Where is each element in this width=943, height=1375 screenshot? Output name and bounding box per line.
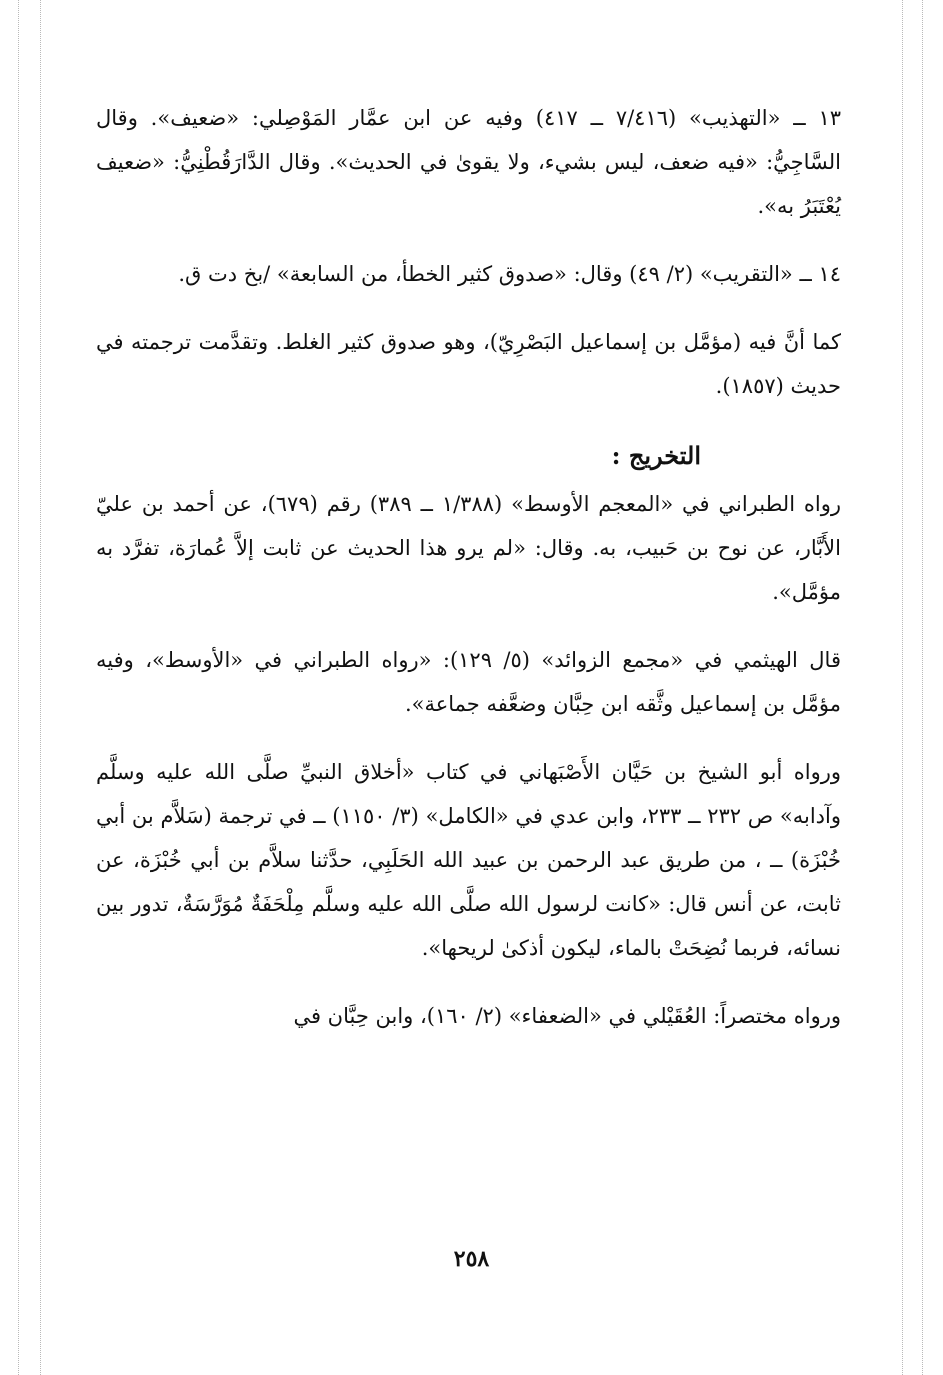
right-margin-rule-outer [922, 0, 923, 1375]
section-heading-takhrij: التخريج : [611, 441, 701, 470]
page-number: ٢٥٨ [453, 1246, 490, 1272]
left-margin-rule-outer [18, 0, 19, 1375]
takhrij-paragraph-tabarani: رواه الطبراني في «المعجم الأوسط» (١/٣٨٨ ــ ٣٨٩) رقم (٦٧٩)، عن أحمد بن عليّ الأَبَّار، عن نوح بن حَبيب، به. وقال: «لم يرو هذا الحديث عن ثابت إلاَّ عُمارَة، تفرَّد به مؤمَّل». [96, 492, 842, 604]
footnote-paragraph-14: ١٤ ــ «التقريب» (٢/ ٤٩) وقال: «صدوق كثير الخطأ، من السابعة» /بخ دت ق. [178, 262, 841, 286]
takhrij-paragraph-uqayli: ورواه مختصراً: العُقَيْلي في «الضعفاء» (٢/ ١٦٠)، وابن حِبَّان في [293, 1004, 841, 1028]
left-margin-rule-inner [40, 0, 41, 1375]
footnote-paragraph-13: ١٣ ــ «التهذيب» (٧/٤١٦ ــ ٤١٧) وفيه عن ابن عمَّار المَوْصِلي: «ضعيف». وقال السَّاجِيُّ: «فيه ضعف، ليس بشيء، ولا يقوىٰ في الحديث». وقال الدَّارَقُطْنِيُّ: «ضعيف يُعْتَبَرُ به». [96, 106, 841, 218]
takhrij-paragraph-abu-shaykh: ورواه أبو الشيخ بن حَيَّان الأَصْبَهاني في كتاب «أخلاق النبيِّ صلَّى الله عليه وسلَّم وآدابه» ص ٢٣٢ ــ ٢٣٣، وابن عدي في «الكامل» (٣/ ١١٥٠) ــ في ترجمة (سَلاَّم بن أبي خُبْزَة) ــ ، من طريق عبد الرحمن بن عبيد الله الحَلَبِي، حدَّثنا سلاَّم بن أبي خُبْزَة، عن ثابت، عن أنس قال: «كانت لرسول الله صلَّى الله عليه وسلَّم مِلْحَفَةٌ مُوَرَّسَةٌ، تدور بين نسائه، فربما نُضِحَتْ بالماء، ليكون أذكىٰ لريحها». [96, 760, 841, 960]
right-margin-rule-inner [902, 0, 903, 1375]
takhrij-paragraph-haythami: قال الهيثمي في «مجمع الزوائد» (٥/ ١٢٩): «رواه الطبراني في «الأوسط»، وفيه مؤمَّل بن إسماعيل وثَّقه ابن حِبَّان وضعَّفه جماعة». [96, 648, 841, 716]
commentary-paragraph: كما أنَّ فيه (مؤمَّل بن إسماعيل البَصْرِيّ)، وهو صدوق كثير الغلط. وتقدَّمت ترجمته في حديث (١٨٥٧). [96, 330, 841, 398]
page-body [96, 96, 841, 1062]
